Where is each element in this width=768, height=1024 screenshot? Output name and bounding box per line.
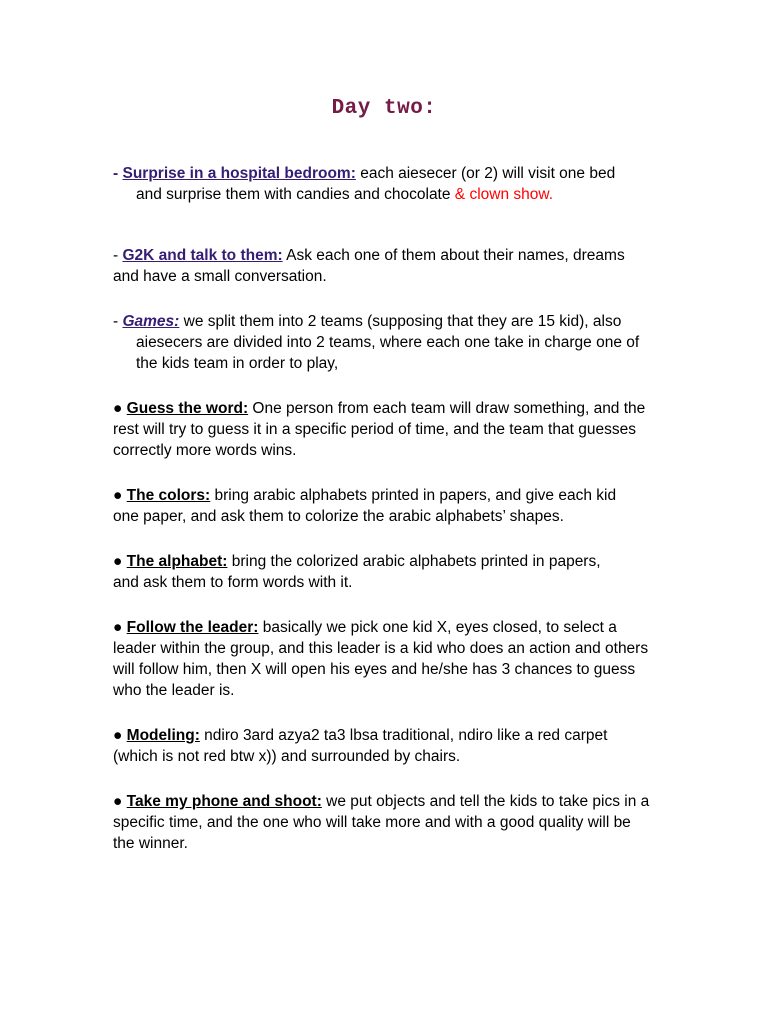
section-modeling — [113, 725, 680, 767]
section-phone-line-3: the winner. — [113, 835, 188, 852]
section-follow-line-3: will follow him, then X will open his eyes and he/she has 3 chances to guess — [113, 661, 636, 678]
section-hospital-line-1 — [113, 163, 680, 184]
section-hospital-heading: Surprise in a hospital bedroom: — [122, 165, 356, 182]
section-guess-text: One person from each team will draw something, and the — [248, 400, 646, 417]
section-phone-heading: Take my phone and shoot: — [126, 793, 322, 810]
section-games-line-1 — [113, 311, 680, 332]
section-guess-the-word — [113, 398, 680, 461]
bullet-marker: ● — [113, 619, 127, 636]
section-guess-line-2: rest will try to guess it in a specific period of time, and the team that guesses — [113, 421, 636, 438]
section-the-colors — [113, 485, 680, 527]
section-phone-line-2: specific time, and the one who will take more and with a good quality will be — [113, 814, 631, 831]
section-g2k-text: Ask each one of them about their names, dreams — [282, 247, 625, 264]
section-alphabet-line-1 — [113, 551, 680, 572]
section-colors-line-2: one paper, and ask them to colorize the arabic alphabets’ shapes. — [113, 508, 564, 525]
section-modeling-line-1 — [113, 725, 680, 746]
section-games-heading: Games: — [122, 313, 180, 330]
dash-marker: - — [113, 247, 123, 264]
bullet-marker: ● — [113, 487, 127, 504]
section-the-alphabet — [113, 551, 680, 593]
section-colors-heading: The colors: — [126, 487, 211, 504]
bullet-marker: ● — [113, 727, 127, 744]
page-title: Day two: — [331, 97, 437, 120]
section-alphabet-text: bring the colorized arabic alphabets printed in papers, — [227, 553, 601, 570]
section-follow-heading: Follow the leader: — [126, 619, 259, 636]
section-follow-line-4: who the leader is. — [113, 682, 235, 699]
section-hospital — [113, 163, 680, 205]
section-hospital-text: each aiesecer (or 2) will visit one bed — [355, 165, 616, 182]
section-g2k-heading: G2K and talk to them: — [122, 247, 283, 264]
section-games-line-2: aiesecers are divided into 2 teams, where each one take in charge one of — [136, 334, 640, 351]
section-hospital-line-2 — [113, 184, 680, 205]
section-phone-text: we put objects and tell the kids to take pics in a — [321, 793, 650, 810]
bullet-marker: ● — [113, 553, 127, 570]
section-games-text: we split them into 2 teams (supposing that they are 15 kid), also — [179, 313, 622, 330]
section-g2k-line-2: and have a small conversation. — [113, 268, 327, 285]
dash-marker: - — [113, 313, 123, 330]
section-follow-line-1 — [113, 617, 680, 638]
bullet-marker: ● — [113, 400, 127, 417]
section-take-my-phone — [113, 791, 680, 854]
section-phone-line-1 — [113, 791, 680, 812]
dash-marker: - — [113, 165, 119, 182]
section-modeling-line-2: (which is not red btw x)) and surrounded by chairs. — [113, 748, 461, 765]
section-hospital-period: . — [548, 186, 554, 203]
section-alphabet-line-2: and ask them to form words with it. — [113, 574, 353, 591]
section-games — [113, 311, 680, 374]
section-colors-line-1 — [113, 485, 680, 506]
section-g2k-line-1 — [113, 245, 680, 266]
section-games-line-3: the kids team in order to play, — [136, 355, 339, 372]
section-colors-text: bring arabic alphabets printed in papers, and give each kid — [210, 487, 617, 504]
section-g2k — [113, 245, 680, 287]
section-modeling-heading: Modeling: — [126, 727, 200, 744]
clown-show-highlight: & clown show — [454, 186, 549, 203]
section-follow-text: basically we pick one kid X, eyes closed, to select a — [258, 619, 617, 636]
section-follow-the-leader — [113, 617, 680, 701]
section-guess-line-1 — [113, 398, 680, 419]
section-modeling-text: ndiro 3ard azya2 ta3 lbsa traditional, ndiro like a red carpet — [199, 727, 608, 744]
section-guess-line-3: correctly more words wins. — [113, 442, 297, 459]
bullet-marker: ● — [113, 793, 127, 810]
section-follow-line-2: leader within the group, and this leader is a kid who does an action and others — [113, 640, 649, 657]
section-alphabet-heading: The alphabet: — [126, 553, 228, 570]
section-hospital-text: and surprise them with candies and chocolate — [136, 186, 455, 203]
section-guess-heading: Guess the word: — [126, 400, 249, 417]
